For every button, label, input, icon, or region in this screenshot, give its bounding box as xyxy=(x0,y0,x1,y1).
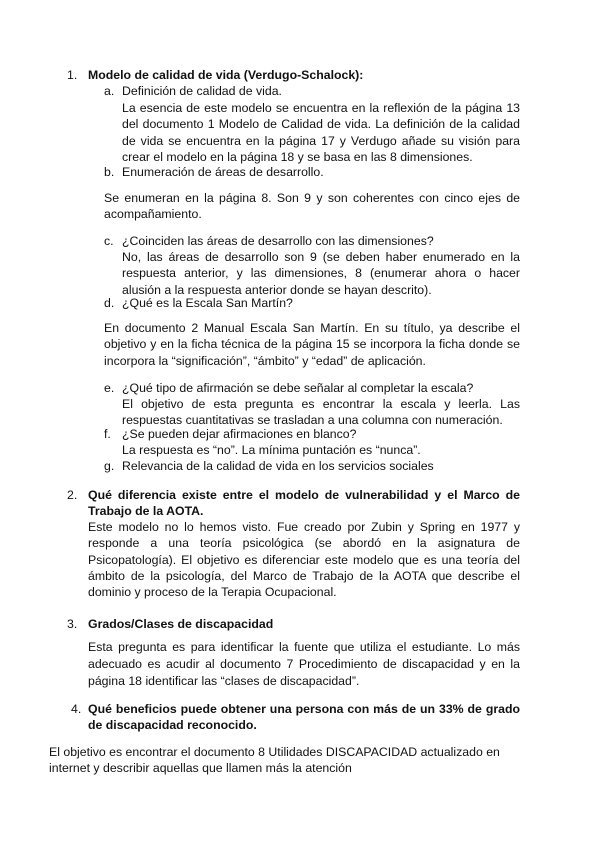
item-2-title: Qué diferencia existe entre el modelo de vulnerabilidad y el Marco de Trabajo de la AOTA. xyxy=(88,488,520,519)
item-1c-question: ¿Coinciden las áreas de desarrollo con las dimensiones? xyxy=(122,234,434,248)
item-1a-answer: La esencia de este modelo se encuentra en la reflexión de la página 13 del documento 1 Modelo de Calidad de vida. La definición de la calidad de vida se encuentra en la página 17 y Verdugo añade su visión para crear el modelo en la página 18 y se basa en las 8 dimensiones. xyxy=(122,101,520,164)
item-1b-answer: Se enumeran en la página 8. Son 9 y son coherentes con cinco ejes de acompañamiento. xyxy=(104,191,520,222)
item-1e-question: ¿Qué tipo de afirmación se debe señalar al completar la escala? xyxy=(122,381,474,395)
item-2-body: Este modelo no lo hemos visto. Fue creado por Zubin y Spring en 1977 y responde a una teoría psicológica (se abordó en la asignatura de Psicopatología). El objetivo es diferenciar este modelo que es una teoría del ámbito de la psicología, del Marco de Trabajo de la AOTA que describe el dominio y proceso de la Terapia Ocupacional. xyxy=(88,520,520,600)
item-3-body: Esta pregunta es para identificar la fuente que utiliza el estudiante. Lo más adecuado es acudir al documento 7 Procedimiento de discapacidad y en la página 18 identificar las “clases de discapacidad”. xyxy=(88,640,520,688)
item-1a-letter: a. xyxy=(104,84,115,98)
item-1b-question: Enumeración de áreas de desarrollo. xyxy=(122,165,324,179)
item-1e-answer: El objetivo de esta pregunta es encontrar la escala y leerla. Las respuestas cuantitativas se trasladan a una columna con numeración. xyxy=(122,397,520,428)
item-1g-question: Relevancia de la calidad de vida en los servicios sociales xyxy=(122,459,434,473)
closing-paragraph: El objetivo es encontrar el documento 8 Utilidades DISCAPACIDAD actualizado en internet y describir aquellas que llamen más la atención xyxy=(49,745,500,776)
item-4-number: 4. xyxy=(71,702,82,716)
item-1g-letter: g. xyxy=(104,459,115,473)
item-1e-letter: e. xyxy=(104,381,115,395)
item-1c-answer: No, las áreas de desarrollo son 9 (se deben haber enumerado en la respuesta anterior, y las dimensiones, 8 (enumerar ahora o hacer alusión a la respuesta anterior donde se hayan descrito). xyxy=(122,250,520,297)
item-1a-question: Definición de calidad de vida. xyxy=(122,84,282,98)
item-1d-letter: d. xyxy=(104,296,115,310)
item-1d-answer: En documento 2 Manual Escala San Martín. En su título, ya describe el objetivo y en la ficha técnica de la página 15 se incorpora la ficha donde se incorpora la “significación”, “ámbito” y “edad” de aplicación. xyxy=(104,321,520,368)
item-3-number: 3. xyxy=(67,617,78,631)
item-4-title: Qué beneficios puede obtener una persona con más de un 33% de grado de discapacidad reconocido. xyxy=(88,702,520,733)
item-1-number: 1. xyxy=(67,68,78,82)
item-1d-question: ¿Qué es la Escala San Martín? xyxy=(122,296,293,310)
item-3-title: Grados/Clases de discapacidad xyxy=(88,617,274,631)
item-1-title: Modelo de calidad de vida (Verdugo-Schalock): xyxy=(88,68,364,82)
item-1f-question: ¿Se pueden dejar afirmaciones en blanco? xyxy=(122,427,357,441)
item-1f-letter: f. xyxy=(104,427,111,441)
item-2-number: 2. xyxy=(67,488,78,502)
item-1b-letter: b. xyxy=(104,165,115,179)
item-1c-letter: c. xyxy=(104,234,114,248)
item-1f-answer: La respuesta es “no”. La mínima puntación es “nunca”. xyxy=(122,443,421,457)
